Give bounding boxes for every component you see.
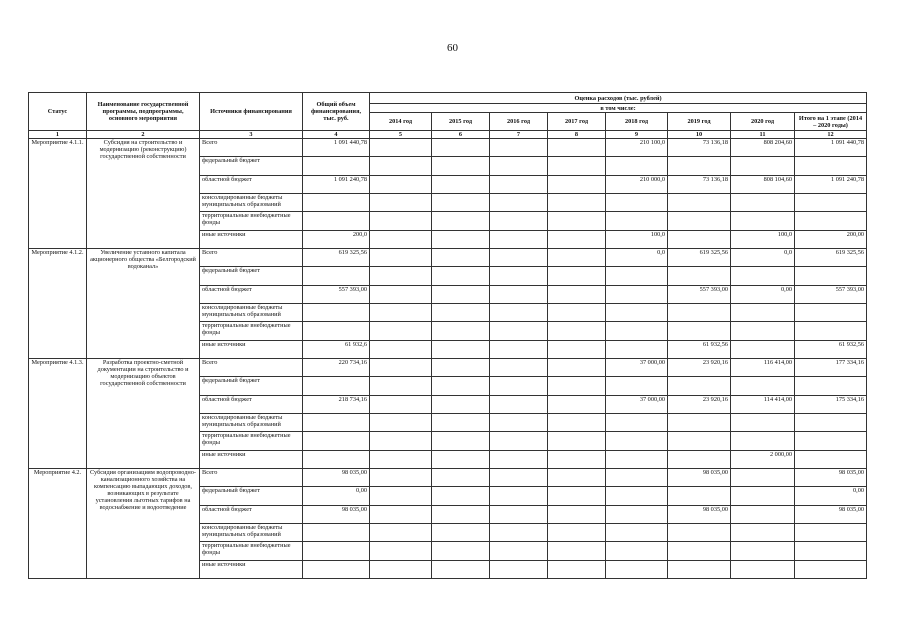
stage-total-cell: 1 091 240,78 — [795, 176, 867, 194]
column-index: 3 — [200, 131, 303, 139]
year-amount-cell — [370, 231, 432, 249]
year-amount-cell — [370, 286, 432, 304]
year-amount-cell — [668, 194, 731, 212]
column-index: 1 — [29, 131, 87, 139]
year-amount-cell — [731, 469, 795, 487]
stage-total-cell — [795, 377, 867, 396]
year-amount-cell — [370, 469, 432, 487]
year-amount-cell — [548, 212, 606, 231]
header-year: 2019 год — [668, 113, 731, 131]
stage-total-cell — [795, 414, 867, 432]
year-amount-cell — [432, 414, 490, 432]
year-amount-cell — [548, 396, 606, 414]
year-amount-cell — [668, 267, 731, 286]
funding-source-cell: Всего — [200, 359, 303, 377]
status-cell: Мероприятие 4.1.1. — [29, 139, 87, 249]
column-index: 8 — [548, 131, 606, 139]
year-amount-cell — [731, 432, 795, 451]
column-index: 4 — [303, 131, 370, 139]
year-amount-cell — [490, 286, 548, 304]
year-amount-cell — [370, 451, 432, 469]
total-amount-cell — [303, 451, 370, 469]
year-amount-cell — [548, 542, 606, 561]
year-amount-cell — [370, 139, 432, 157]
year-amount-cell — [432, 322, 490, 341]
total-amount-cell: 98 035,00 — [303, 469, 370, 487]
year-amount-cell — [731, 524, 795, 542]
year-amount-cell: 0,00 — [731, 286, 795, 304]
year-amount-cell — [668, 451, 731, 469]
year-amount-cell — [432, 341, 490, 359]
header-source: Источники финансирования — [200, 93, 303, 131]
year-amount-cell — [606, 451, 668, 469]
total-amount-cell: 557 393,00 — [303, 286, 370, 304]
table-row — [29, 359, 867, 377]
funding-source-cell: Всего — [200, 139, 303, 157]
year-amount-cell — [548, 359, 606, 377]
year-amount-cell — [370, 396, 432, 414]
year-amount-cell — [432, 396, 490, 414]
header-year: 2014 год — [370, 113, 432, 131]
year-amount-cell — [668, 157, 731, 176]
year-amount-cell: 808 104,60 — [731, 176, 795, 194]
funding-source-cell: федеральный бюджет — [200, 487, 303, 506]
status-cell: Мероприятие 4.1.3. — [29, 359, 87, 469]
year-amount-cell: 98 035,00 — [668, 469, 731, 487]
year-amount-cell — [370, 542, 432, 561]
funding-source-cell: иные источники — [200, 231, 303, 249]
year-amount-cell — [490, 212, 548, 231]
stage-total-cell — [795, 451, 867, 469]
status-cell: Мероприятие 4.1.2. — [29, 249, 87, 359]
budget-table — [28, 92, 867, 579]
year-amount-cell — [370, 341, 432, 359]
program-name-cell: Субсидия организациям водопроводно-канализационного хозяйства на компенсацию выпадающих доходов, возникающих в результате установления льготных тарифов на водоснабжение и водоотведение — [87, 469, 200, 579]
year-amount-cell — [370, 487, 432, 506]
year-amount-cell — [548, 451, 606, 469]
year-amount-cell — [548, 304, 606, 322]
funding-source-cell: территориальные внебюджетные фонды — [200, 432, 303, 451]
column-index-row — [29, 131, 867, 139]
year-amount-cell — [606, 377, 668, 396]
total-amount-cell — [303, 432, 370, 451]
year-amount-cell — [432, 506, 490, 524]
year-amount-cell: 0,0 — [606, 249, 668, 267]
year-amount-cell — [606, 506, 668, 524]
year-amount-cell — [731, 194, 795, 212]
total-amount-cell — [303, 157, 370, 176]
program-name-cell: Разработка проектно-сметной документации на строительство и модернизацию объектов государственной собственности — [87, 359, 200, 469]
header-year: 2015 год — [432, 113, 490, 131]
stage-total-cell: 98 035,00 — [795, 469, 867, 487]
year-amount-cell: 100,0 — [606, 231, 668, 249]
year-amount-cell — [490, 487, 548, 506]
year-amount-cell — [432, 542, 490, 561]
year-amount-cell — [432, 469, 490, 487]
stage-total-cell — [795, 542, 867, 561]
total-amount-cell — [303, 322, 370, 341]
stage-total-cell: 177 334,16 — [795, 359, 867, 377]
column-index: 11 — [731, 131, 795, 139]
year-amount-cell — [490, 432, 548, 451]
year-amount-cell — [731, 377, 795, 396]
header-estimate: Оценка расходов (тыс. рублей) — [370, 93, 867, 104]
year-amount-cell: 23 920,16 — [668, 359, 731, 377]
year-amount-cell — [370, 322, 432, 341]
year-amount-cell — [668, 414, 731, 432]
column-index: 7 — [490, 131, 548, 139]
year-amount-cell — [548, 432, 606, 451]
year-amount-cell — [370, 304, 432, 322]
year-amount-cell — [432, 249, 490, 267]
funding-source-cell: Всего — [200, 249, 303, 267]
total-amount-cell: 220 734,16 — [303, 359, 370, 377]
total-amount-cell: 1 091 440,78 — [303, 139, 370, 157]
year-amount-cell — [432, 359, 490, 377]
budget-table-body — [29, 139, 867, 579]
year-amount-cell — [548, 506, 606, 524]
year-amount-cell — [606, 322, 668, 341]
stage-total-cell: 0,00 — [795, 487, 867, 506]
total-amount-cell — [303, 542, 370, 561]
year-amount-cell — [731, 341, 795, 359]
year-amount-cell — [490, 249, 548, 267]
year-amount-cell: 73 136,18 — [668, 139, 731, 157]
year-amount-cell — [490, 561, 548, 579]
year-amount-cell — [668, 377, 731, 396]
funding-source-cell: территориальные внебюджетные фонды — [200, 322, 303, 341]
table-row — [29, 249, 867, 267]
year-amount-cell — [432, 487, 490, 506]
year-amount-cell — [370, 414, 432, 432]
year-amount-cell — [606, 469, 668, 487]
funding-source-cell: консолидированные бюджеты муниципальных образований — [200, 524, 303, 542]
stage-total-cell — [795, 194, 867, 212]
funding-source-cell: иные источники — [200, 451, 303, 469]
stage-total-cell — [795, 561, 867, 579]
year-amount-cell — [490, 304, 548, 322]
column-index: 9 — [606, 131, 668, 139]
year-amount-cell — [606, 542, 668, 561]
program-name-cell: Субсидия на строительство и модернизацию (реконструкцию) государственной собственности — [87, 139, 200, 249]
funding-source-cell: территориальные внебюджетные фонды — [200, 212, 303, 231]
year-amount-cell — [606, 157, 668, 176]
total-amount-cell — [303, 194, 370, 212]
year-amount-cell — [668, 561, 731, 579]
year-amount-cell — [432, 432, 490, 451]
year-amount-cell — [548, 377, 606, 396]
year-amount-cell — [606, 304, 668, 322]
funding-source-cell: федеральный бюджет — [200, 267, 303, 286]
year-amount-cell — [606, 341, 668, 359]
year-amount-cell — [490, 542, 548, 561]
year-amount-cell: 2 000,00 — [731, 451, 795, 469]
year-amount-cell — [432, 377, 490, 396]
year-amount-cell — [548, 414, 606, 432]
year-amount-cell: 619 325,56 — [668, 249, 731, 267]
year-amount-cell — [548, 176, 606, 194]
year-amount-cell: 100,0 — [731, 231, 795, 249]
page-number: 60 — [447, 42, 458, 54]
funding-source-cell: консолидированные бюджеты муниципальных образований — [200, 194, 303, 212]
year-amount-cell — [548, 249, 606, 267]
year-amount-cell: 37 000,00 — [606, 359, 668, 377]
year-amount-cell — [370, 432, 432, 451]
year-amount-cell — [548, 487, 606, 506]
year-amount-cell — [370, 249, 432, 267]
total-amount-cell: 61 932,6 — [303, 341, 370, 359]
year-amount-cell — [548, 524, 606, 542]
year-amount-cell — [370, 359, 432, 377]
total-amount-cell: 200,0 — [303, 231, 370, 249]
stage-total-cell: 619 325,56 — [795, 249, 867, 267]
stage-total-cell — [795, 212, 867, 231]
total-amount-cell — [303, 267, 370, 286]
year-amount-cell — [668, 542, 731, 561]
year-amount-cell — [370, 524, 432, 542]
year-amount-cell — [668, 231, 731, 249]
year-amount-cell — [432, 194, 490, 212]
year-amount-cell — [370, 561, 432, 579]
year-amount-cell: 116 414,00 — [731, 359, 795, 377]
header-stage-total: Итого на 1 этапе (2014 – 2020 годы) — [795, 113, 867, 131]
header-name: Наименование государственной программы, подпрограммы, основного мероприятия — [87, 93, 200, 131]
year-amount-cell — [668, 432, 731, 451]
total-amount-cell: 98 035,00 — [303, 506, 370, 524]
year-amount-cell — [490, 377, 548, 396]
total-amount-cell: 0,00 — [303, 487, 370, 506]
year-amount-cell — [432, 231, 490, 249]
year-amount-cell — [432, 157, 490, 176]
year-amount-cell — [370, 194, 432, 212]
year-amount-cell — [432, 267, 490, 286]
total-amount-cell — [303, 304, 370, 322]
table-row — [29, 469, 867, 487]
year-amount-cell: 98 035,00 — [668, 506, 731, 524]
year-amount-cell — [490, 359, 548, 377]
stage-total-cell — [795, 322, 867, 341]
year-amount-cell: 23 920,16 — [668, 396, 731, 414]
year-amount-cell — [548, 231, 606, 249]
year-amount-cell — [548, 561, 606, 579]
column-index: 12 — [795, 131, 867, 139]
year-amount-cell: 210 000,0 — [606, 176, 668, 194]
year-amount-cell — [432, 524, 490, 542]
stage-total-cell: 61 932,56 — [795, 341, 867, 359]
year-amount-cell — [490, 506, 548, 524]
year-amount-cell — [731, 506, 795, 524]
year-amount-cell — [490, 157, 548, 176]
funding-source-cell: территориальные внебюджетные фонды — [200, 542, 303, 561]
header-total: Общий объем финансирования, тыс. руб. — [303, 93, 370, 131]
year-amount-cell — [490, 194, 548, 212]
stage-total-cell: 557 393,00 — [795, 286, 867, 304]
year-amount-cell — [606, 194, 668, 212]
funding-source-cell: Всего — [200, 469, 303, 487]
year-amount-cell — [668, 212, 731, 231]
total-amount-cell — [303, 561, 370, 579]
year-amount-cell — [490, 322, 548, 341]
year-amount-cell — [731, 542, 795, 561]
year-amount-cell — [668, 524, 731, 542]
funding-source-cell: областной бюджет — [200, 396, 303, 414]
total-amount-cell — [303, 212, 370, 231]
year-amount-cell — [432, 212, 490, 231]
program-name-cell: Увеличение уставного капитала акционерного общества «Белгородский водоканал» — [87, 249, 200, 359]
year-amount-cell — [731, 487, 795, 506]
funding-source-cell: консолидированные бюджеты муниципальных образований — [200, 414, 303, 432]
year-amount-cell — [548, 267, 606, 286]
header-year: 2017 год — [548, 113, 606, 131]
year-amount-cell — [490, 414, 548, 432]
year-amount-cell — [548, 194, 606, 212]
year-amount-cell — [490, 341, 548, 359]
funding-source-cell: иные источники — [200, 561, 303, 579]
year-amount-cell — [731, 304, 795, 322]
year-amount-cell — [731, 267, 795, 286]
total-amount-cell: 218 734,16 — [303, 396, 370, 414]
year-amount-cell — [432, 304, 490, 322]
stage-total-cell — [795, 432, 867, 451]
year-amount-cell: 557 393,00 — [668, 286, 731, 304]
total-amount-cell — [303, 377, 370, 396]
year-amount-cell — [668, 487, 731, 506]
header-year: 2020 год — [731, 113, 795, 131]
column-index: 5 — [370, 131, 432, 139]
year-amount-cell — [370, 157, 432, 176]
status-cell: Мероприятие 4.2. — [29, 469, 87, 579]
year-amount-cell — [548, 157, 606, 176]
year-amount-cell — [370, 267, 432, 286]
total-amount-cell — [303, 524, 370, 542]
year-amount-cell — [606, 561, 668, 579]
year-amount-cell — [548, 469, 606, 487]
year-amount-cell — [490, 231, 548, 249]
total-amount-cell: 1 091 240,78 — [303, 176, 370, 194]
column-index: 2 — [87, 131, 200, 139]
year-amount-cell: 0,0 — [731, 249, 795, 267]
year-amount-cell — [606, 286, 668, 304]
table-row — [29, 139, 867, 157]
header-status: Статус — [29, 93, 87, 131]
stage-total-cell — [795, 304, 867, 322]
year-amount-cell: 114 414,00 — [731, 396, 795, 414]
year-amount-cell — [490, 396, 548, 414]
funding-source-cell: областной бюджет — [200, 506, 303, 524]
year-amount-cell — [490, 451, 548, 469]
year-amount-cell — [548, 341, 606, 359]
year-amount-cell — [490, 139, 548, 157]
year-amount-cell — [432, 561, 490, 579]
funding-source-cell: иные источники — [200, 341, 303, 359]
year-amount-cell — [731, 414, 795, 432]
funding-source-cell: консолидированные бюджеты муниципальных образований — [200, 304, 303, 322]
header-year: 2018 год — [606, 113, 668, 131]
total-amount-cell: 619 325,56 — [303, 249, 370, 267]
stage-total-cell — [795, 157, 867, 176]
year-amount-cell: 210 100,0 — [606, 139, 668, 157]
year-amount-cell — [606, 487, 668, 506]
column-index: 6 — [432, 131, 490, 139]
year-amount-cell — [731, 561, 795, 579]
stage-total-cell — [795, 524, 867, 542]
year-amount-cell: 61 932,56 — [668, 341, 731, 359]
year-amount-cell — [668, 304, 731, 322]
stage-total-cell — [795, 267, 867, 286]
year-amount-cell — [490, 267, 548, 286]
year-amount-cell: 808 204,60 — [731, 139, 795, 157]
year-amount-cell — [432, 286, 490, 304]
funding-source-cell: федеральный бюджет — [200, 377, 303, 396]
funding-source-cell: областной бюджет — [200, 286, 303, 304]
year-amount-cell — [731, 212, 795, 231]
year-amount-cell — [370, 176, 432, 194]
year-amount-cell — [548, 139, 606, 157]
stage-total-cell: 98 035,00 — [795, 506, 867, 524]
year-amount-cell — [370, 506, 432, 524]
year-amount-cell — [490, 176, 548, 194]
funding-source-cell: областной бюджет — [200, 176, 303, 194]
year-amount-cell — [370, 377, 432, 396]
funding-source-cell: федеральный бюджет — [200, 157, 303, 176]
header-year: 2016 год — [490, 113, 548, 131]
total-amount-cell — [303, 414, 370, 432]
year-amount-cell — [370, 212, 432, 231]
year-amount-cell — [606, 414, 668, 432]
year-amount-cell — [432, 139, 490, 157]
year-amount-cell — [432, 451, 490, 469]
stage-total-cell: 175 334,16 — [795, 396, 867, 414]
year-amount-cell: 37 000,00 — [606, 396, 668, 414]
year-amount-cell — [606, 524, 668, 542]
year-amount-cell — [606, 432, 668, 451]
stage-total-cell: 1 091 440,78 — [795, 139, 867, 157]
year-amount-cell — [606, 267, 668, 286]
year-amount-cell — [490, 469, 548, 487]
column-index: 10 — [668, 131, 731, 139]
year-amount-cell — [432, 176, 490, 194]
year-amount-cell — [731, 322, 795, 341]
year-amount-cell — [731, 157, 795, 176]
year-amount-cell — [548, 286, 606, 304]
stage-total-cell: 200,00 — [795, 231, 867, 249]
year-amount-cell — [548, 322, 606, 341]
header-including: в том числе: — [370, 104, 867, 113]
year-amount-cell — [490, 524, 548, 542]
year-amount-cell — [606, 212, 668, 231]
year-amount-cell: 73 136,18 — [668, 176, 731, 194]
year-amount-cell — [668, 322, 731, 341]
